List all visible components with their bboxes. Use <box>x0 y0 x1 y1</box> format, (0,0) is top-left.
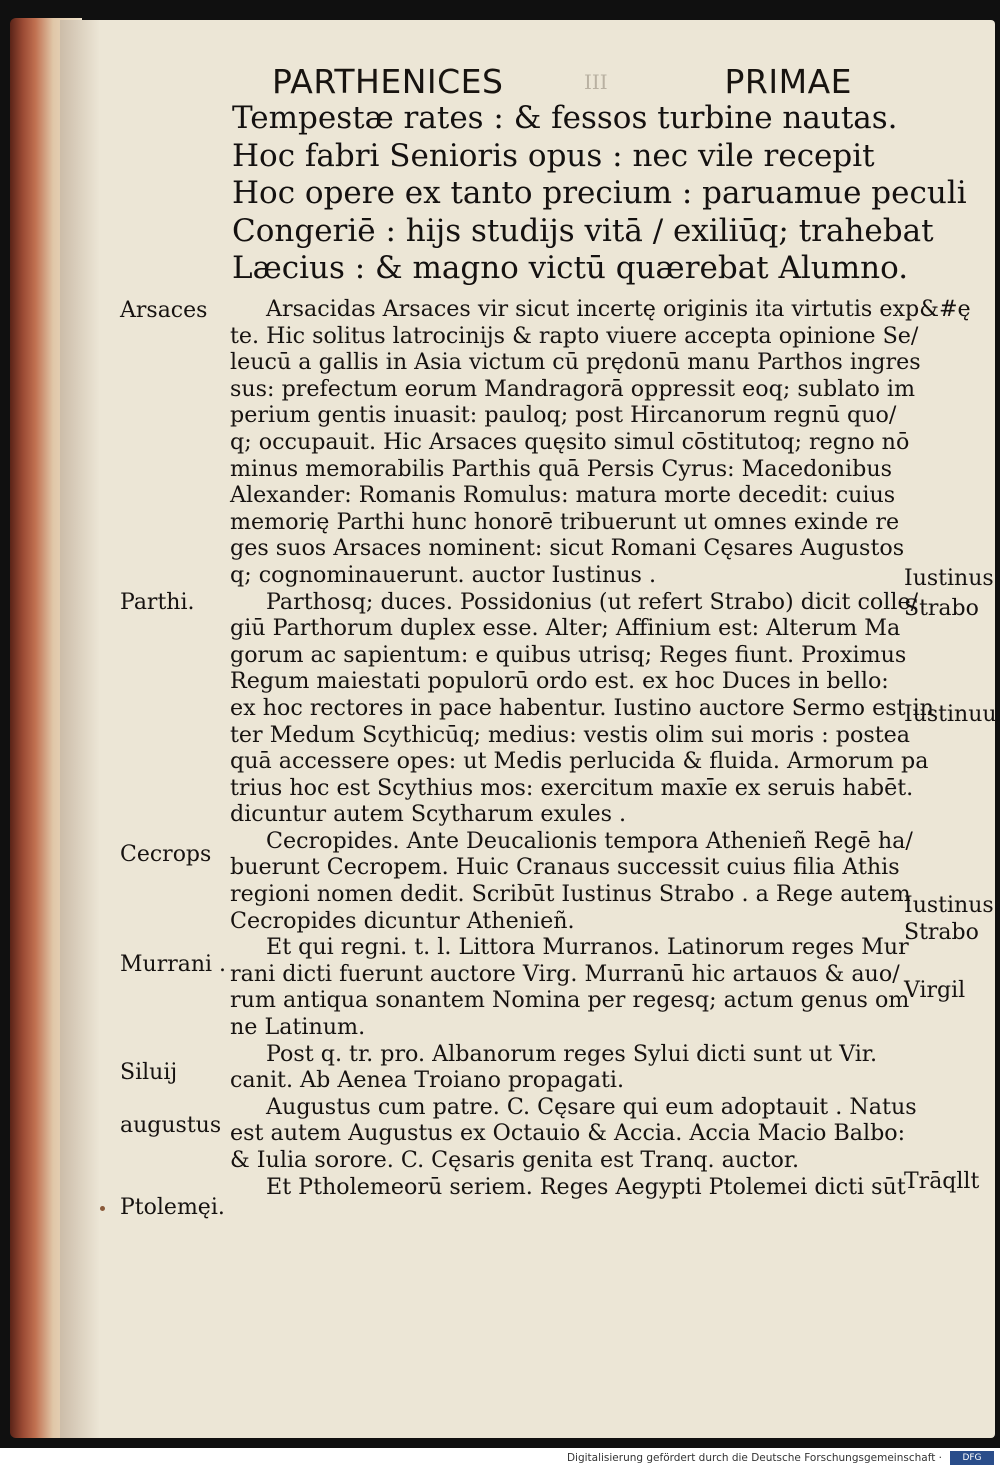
body-line: & Iulia sorore. C. Cęsaris genita est Tranq. auctor. <box>230 1147 800 1173</box>
body-line: gorum ac sapientum: e quibus utrisq; Reges fiunt. Proximus <box>230 641 907 668</box>
body-line: te. Hic solitus latrocinijs & rapto viuere accepta opinione Se/ <box>230 322 919 349</box>
body-line: sus: prefectum eorum Mandragorā oppressit eoq; sublato im <box>230 375 916 402</box>
body-line: trius hoc est Scythius mos: exercitum maxīe ex seruis habēt. <box>230 774 914 801</box>
body-line: canit. Ab Aenea Troiano propagati. <box>230 1067 625 1094</box>
body-line: rani dicti fuerunt auctore Virg. Murranū hic artauos & auo/ <box>230 960 900 987</box>
verse-line: Congeriē : hijs studijs vitā / exiliūq; trahebat <box>232 212 934 249</box>
running-head-mark: III <box>584 70 608 94</box>
body-line: dicuntur autem Scytharum exules . <box>230 801 627 828</box>
margin-note-left: Siluij <box>120 1060 178 1085</box>
margin-note-right: Virgil <box>904 978 966 1003</box>
margin-note-right: Iustinus <box>904 893 994 918</box>
body-line: Arsacidas Arsaces vir sicut incertę originis ita virtutis exp&#ę <box>266 296 971 322</box>
body-line: Alexander: Romanis Romulus: matura morte decedit: cuius <box>230 482 896 509</box>
running-head-right: PRIMAE <box>724 62 852 101</box>
verse-block <box>232 100 967 288</box>
margin-note-right: Iustinuu <box>904 702 997 727</box>
body-line: Cecropides dicuntur Athenieñ. <box>230 907 575 934</box>
margin-note-left: Parthi. <box>120 590 195 615</box>
margin-note-left: augustus <box>120 1113 222 1138</box>
body-line: Augustus cum patre. C. Cęsare qui eum adoptauit . Natus <box>266 1093 917 1120</box>
margin-note-left: Arsaces <box>120 298 208 323</box>
footer-credit: Digitalisierung gefördert durch die Deutsche Forschungsgemeinschaft · <box>566 1452 942 1464</box>
body-line: Regum maiestati populorū ordo est. ex hoc Duces in bello: <box>230 668 889 695</box>
verse-line: Tempestæ rates : & fessos turbine nautas. <box>232 100 898 136</box>
body-line: giū Parthorum duplex esse. Alter; Affinium est: Alterum Ma <box>230 615 901 642</box>
gutter-shadow <box>60 20 100 1438</box>
margin-note-right: Trāqllt <box>904 1169 980 1194</box>
body-line: q; cognominauerunt. auctor Iustinus . <box>230 561 657 588</box>
body-line: q; occupauit. Hic Arsaces quęsito simul cōstitutoq; regno nō <box>230 428 910 455</box>
body-line: minus memorabilis Parthis quā Persis Cyrus: Macedonibus <box>230 455 893 482</box>
margin-dot <box>100 1206 105 1211</box>
body-line: buerunt Cecropem. Huic Cranaus successit cuius filia Athis <box>230 854 900 881</box>
margin-note-left: Cecrops <box>120 842 212 867</box>
body-line: Post q. tr. pro. Albanorum reges Sylui dicti sunt ut Vir. <box>266 1040 878 1067</box>
margin-note-right: Strabo <box>904 920 979 945</box>
body-line: memorię Parthi hunc honorē tribuerunt ut omnes exinde re <box>230 508 900 535</box>
body-line: est autem Augustus ex Octauio & Accia. Accia Macio Balbo: <box>230 1120 906 1147</box>
verse-line: Hoc opere ex tanto precium : paruamue peculi <box>232 175 967 211</box>
body-line: rum antiqua sonantem Nomina per regesq; actum genus om <box>230 987 910 1014</box>
body-line: regioni nomen dedit. Scribūt Iustinus Strabo . a Rege autem <box>230 881 911 908</box>
body-line: ter Medum Scythicūq; medius: vestis olim sui moris : postea <box>230 721 910 748</box>
verse-line: Læcius : & magno victū quærebat Alumno. <box>232 250 909 286</box>
body-line: ex hoc rectores in pace habentur. Iustino auctore Sermo est in <box>230 694 934 721</box>
body-line: Cecropides. Ante Deucalionis tempora Athenieñ Regē ha/ <box>266 827 913 854</box>
dfg-logo[interactable]: DFG <box>950 1451 994 1465</box>
margin-note-left: Murrani . <box>120 952 227 977</box>
body-line: ges suos Arsaces nominent: sicut Romani Cęsares Augustos <box>230 535 905 562</box>
margin-note-left: Ptolemęi. <box>120 1195 225 1220</box>
running-head-left: PARTHENICES <box>272 62 504 101</box>
body-line: Et Ptholemeorū seriem. Reges Aegypti Ptolemei dicti sūt <box>266 1173 906 1200</box>
margin-note-right: Iustinus <box>904 566 994 591</box>
running-head <box>272 62 852 102</box>
body-line: perium gentis inuasit: pauloq; post Hircanorum regnū quo/ <box>230 402 897 429</box>
body-line: Parthosq; duces. Possidonius (ut refert Strabo) dicit colle/ <box>266 588 919 615</box>
body-line: quā accessere opes: ut Medis perlucida & fluida. Armorum pa <box>230 748 929 775</box>
body-line: ne Latinum. <box>230 1014 366 1041</box>
verse-line: Hoc fabri Senioris opus : nec vile recepit <box>232 137 875 174</box>
margin-note-right: Strabo <box>904 596 979 621</box>
body-line: Et qui regni. t. l. Littora Murranos. Latinorum reges Mur <box>266 934 909 961</box>
body-line: leucū a gallis in Asia victum cū prędonū manu Parthos ingres <box>230 349 921 376</box>
